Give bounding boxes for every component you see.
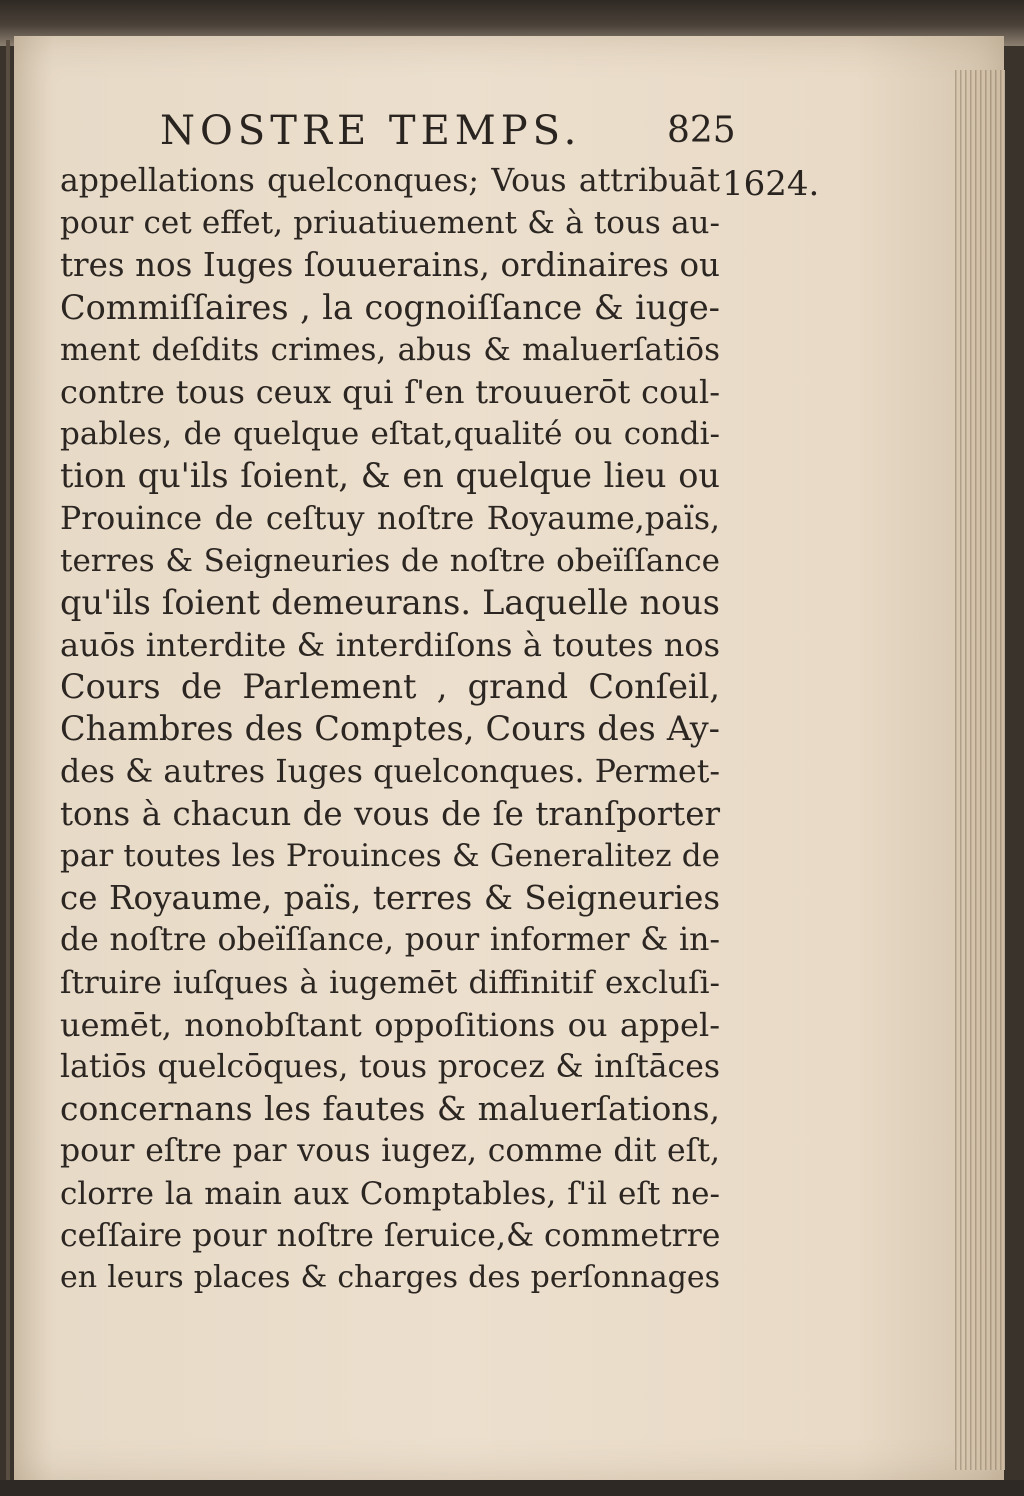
text-line: tons à chacun de vous de ſe tranſporter xyxy=(60,794,720,833)
text-line: pables, de quelque eſtat,qualité ou condi- xyxy=(60,416,720,453)
text-line: contre tous ceux qui ſ'en trouuerōt coul- xyxy=(60,372,720,411)
text-line: uemēt, nonobſtant oppoſitions ou appel- xyxy=(60,1005,720,1044)
margin-year-note: 1624. xyxy=(722,164,820,204)
text-line: Chambres des Comptes, Cours des Ay- xyxy=(60,709,720,749)
text-line: en leurs places & charges des perſonnages xyxy=(60,1259,720,1295)
text-line: auōs interdite & interdiſons à toutes nos xyxy=(60,626,720,665)
text-line: ceſſaire pour noſtre ſeruice,& commetrre xyxy=(60,1217,721,1254)
binding-edge xyxy=(6,40,10,1480)
text-line: appellations quelconques; Vous attribuāt xyxy=(60,163,720,199)
text-line: de noſtre obeïſſance, pour informer & in- xyxy=(60,922,720,959)
text-line: des & autres Iuges quelconques. Permet- xyxy=(60,753,720,790)
text-line: pour cet effet, priuatiuement & à tous au- xyxy=(60,205,720,242)
text-line: terres & Seigneuries de noſtre obeïſſance xyxy=(60,542,720,579)
text-line: pour eſtre par vous iugez, comme dit eſt, xyxy=(60,1133,720,1170)
text-line: Commiſſaires , la cognoiſſance & iuge- xyxy=(60,287,720,327)
text-line: Prouince de ceſtuy noſtre Royaume,païs, xyxy=(60,500,720,537)
text-line: concernans les fautes & maluerſations, xyxy=(60,1089,720,1129)
text-line: qu'ils ſoient demeurans. Laquelle nous xyxy=(60,582,720,622)
text-line: ce Royaume, païs, terres & Seigneuries xyxy=(60,879,720,918)
running-head: NOSTRE TEMPS. xyxy=(160,108,582,154)
fore-edge-pages xyxy=(955,70,1005,1470)
text-line: tres nos Iuges ſouuerains, ordinaires ou xyxy=(60,246,720,285)
text-line: ment deſdits crimes, abus & maluerſatiōs xyxy=(60,331,720,368)
text-line: par toutes les Prouinces & Generalitez de xyxy=(60,838,720,874)
text-line: ſtruire iuſques à iugemēt diffinitif excluſi- xyxy=(60,964,720,1001)
body-text xyxy=(60,160,720,1299)
text-line: clorre la main aux Comptables, ſ'il eſt ne- xyxy=(60,1175,720,1212)
text-line: latiōs quelcōques, tous procez & inſtāces xyxy=(60,1048,720,1085)
page-number: 825 xyxy=(667,110,736,151)
text-line: Cours de Parlement , grand Conſeil, xyxy=(60,667,720,707)
text-line: tion qu'ils ſoient, & en quelque lieu ou xyxy=(60,456,720,496)
bottom-page-edge xyxy=(0,1480,1024,1496)
